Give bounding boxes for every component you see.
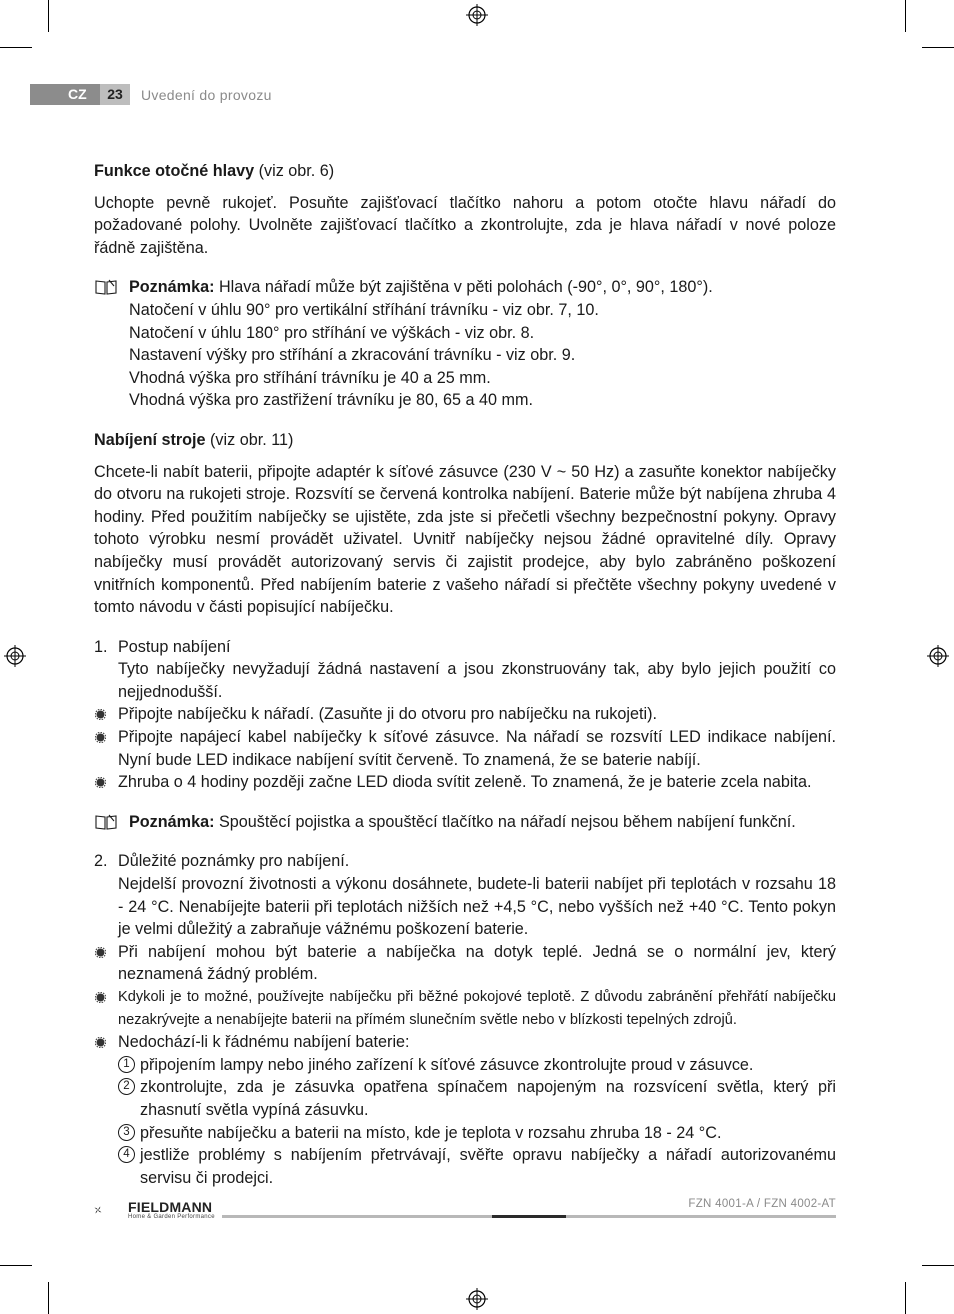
page-number: 23 xyxy=(100,84,130,105)
bullet-item: Zhruba o 4 hodiny později začne LED dioda svítit zeleně. To znamená, že je baterie zcela nabita. xyxy=(94,771,836,794)
heading-text: Funkce otočné hlavy xyxy=(94,162,255,180)
registration-mark-icon xyxy=(927,645,949,667)
bullet-item: Připojte nabíječku k nářadí. (Zasuňte ji do otvoru pro nabíječku na rukojeti). xyxy=(94,703,836,726)
circled-number: 4 xyxy=(118,1146,135,1163)
figure-reference: (viz obr. 11) xyxy=(205,430,294,449)
crop-mark xyxy=(0,1265,32,1266)
heading-charging xyxy=(94,429,836,452)
gear-bullet-icon xyxy=(95,1037,106,1048)
note-block xyxy=(94,811,836,834)
step-item: 4 jestliže problémy s nabíjením přetrvávají, svěřte opravu nabíječky a nářadí autorizovanému servisu či prodejci. xyxy=(94,1144,836,1189)
brand-name: FIELDMANN xyxy=(128,1199,213,1215)
note-text: Spouštěcí pojistka a spouštěcí tlačítko na nářadí nejsou během nabíjení funkční. xyxy=(214,812,796,831)
numbered-item xyxy=(94,636,836,704)
bullet-item: Při nabíjení mohou být baterie a nabíječka na dotyk teplé. Jedná se o normální jev, který neznamená žádný problém. xyxy=(94,941,836,986)
bullet-item: Nedochází-li k řádnému nabíjení baterie: xyxy=(94,1031,836,1054)
crop-mark xyxy=(905,1282,906,1314)
registration-mark-icon xyxy=(466,4,488,26)
crop-mark xyxy=(48,1282,49,1314)
step-item: 2 zkontrolujte, zda je zásuvka opatřena spínačem napojeným na rozsvícení světla, který při zhasnutí světla vypíná zásuvku. xyxy=(94,1076,836,1121)
crop-mark xyxy=(0,47,32,48)
main-content xyxy=(94,160,836,1189)
note-label: Poznámka: xyxy=(129,278,215,297)
circled-number: 2 xyxy=(118,1078,135,1095)
circled-number: 1 xyxy=(118,1056,135,1073)
crop-mark xyxy=(922,1265,954,1266)
gear-bullet-icon xyxy=(95,709,106,720)
footer-rule-accent xyxy=(492,1215,566,1218)
item-number: 2. xyxy=(94,852,108,871)
figure-reference: (viz obr. 6) xyxy=(254,162,335,180)
note-line: Natočení v úhlu 90° pro vertikální stříhání trávníku - viz obr. 7, 10. xyxy=(129,300,599,319)
item-title: Postup nabíjení xyxy=(118,637,231,656)
note-block xyxy=(94,276,836,412)
gear-bullet-icon xyxy=(95,732,106,743)
note-line: Vhodná výška pro stříhání trávníku je 40 a 25 mm. xyxy=(129,368,491,387)
language-code: CZ xyxy=(68,86,87,102)
bullet-item: Připojte napájecí kabel nabíječky k síťové zásuvce. Na nářadí se rozsvítí LED indikace nabíjení. Nyní bude LED indikace nabíjení svítit červeně. To znamená, že se baterie nabíjí. xyxy=(94,726,836,771)
step-item: 1 připojením lampy nebo jiného zařízení k síťové zásuvce zkontrolujte proud v zásuvce. xyxy=(94,1054,836,1077)
gear-bullet-icon xyxy=(95,992,106,1003)
note-line: Nastavení výšky pro stříhání a zkracování trávníku - viz obr. 9. xyxy=(129,346,576,365)
registration-mark-icon xyxy=(4,645,26,667)
note-line: Natočení v úhlu 180° pro stříhání ve výškách - viz obr. 8. xyxy=(129,323,535,342)
paragraph: Chcete-li nabít baterii, připojte adaptér k síťové zásuvce (230 V ~ 50 Hz) a zasuňte konektor nabíječky do otvoru na rukojeti stroje. Rozsvítí se červená kontrolka nabíjení. Baterie může být nabíjena zhruba 4 hodiny. Před použitím nabíječky se ujistěte, zda jste si přečetli všechny bezpečnostní pokyny. Opravy tohoto výrobku nesmí provádět uživatel. Uvnitř nabíječky nejsou žádné opravitelné díly. Opravy nabíječky musí provádět autorizovaný servis či zajistit prodejce, aby bylo zabráněno poškození vnitřních komponentů. Před nabíjením baterie z vašeho nářadí si přečtěte všechny pokyny uvedené v tomto návodu v části popisující nabíječku. xyxy=(94,462,836,617)
model-number: FZN 4001-A / FZN 4002-AT xyxy=(688,1198,836,1210)
item-body: Nejdelší provozní životnosti a výkonu dosáhnete, budete-li baterii nabíjet při teplotách v rozsahu 18 - 24 °C. Nenabíjejte baterii při teplotách nižších než +4,5 °C, nebo vyšších než +40 °C. Tento pokyn je velmi důležitý a zabraňuje vážnému poškození baterie. xyxy=(118,875,836,939)
note-label: Poznámka: xyxy=(129,812,215,831)
crop-mark xyxy=(922,47,954,48)
section-title: Uvedení do provozu xyxy=(141,87,272,103)
gear-bullet-icon xyxy=(95,947,106,958)
note-line: Vhodná výška pro zastřižení trávníku je 80, 65 a 40 mm. xyxy=(129,391,533,410)
step-item: 3 přesuňte nabíječku a baterii na místo, kde je teplota v rozsahu zhruba 18 - 24 °C. xyxy=(94,1122,836,1145)
gear-bullet-icon xyxy=(95,777,106,788)
item-number: 1. xyxy=(94,637,108,656)
brand-tagline: Home & Garden Performance xyxy=(128,1214,215,1220)
paragraph: Uchopte pevně rukojeť. Posuňte zajišťovací tlačítko nahoru a potom otočte hlavu nářadí do požadované polohy. Uvolněte zajišťovací tlačítko a zkontrolujte, zda je hlava nářadí v nové poloze řádně zajištěna. xyxy=(94,193,836,257)
note-text: Hlava nářadí může být zajištěna v pěti polohách (-90°, 0°, 90°, 180°). xyxy=(214,278,713,297)
fieldmann-logo-icon xyxy=(94,1195,126,1225)
crop-mark xyxy=(905,0,906,32)
book-note-icon xyxy=(95,279,117,295)
numbered-item xyxy=(94,850,836,940)
heading-rotating-head xyxy=(94,160,836,183)
crop-mark xyxy=(48,0,49,32)
registration-mark-icon xyxy=(466,1288,488,1310)
circled-number: 3 xyxy=(118,1124,135,1141)
heading-text: Nabíjení stroje xyxy=(94,430,206,449)
item-body: Tyto nabíječky nevyžadují žádná nastavení a jsou zkonstruovány tak, aby bylo jejich použití co nejjednodušší. xyxy=(118,660,836,701)
book-note-icon xyxy=(95,814,117,830)
bullet-item: Kdykoli je to možné, používejte nabíječku při běžné pokojové teplotě. Z důvodu zabránění přehřátí nabíječku nezakrývejte a nenabíjejte baterii na přímém slunečním světle nebo v blízkosti tepelných zdrojů. xyxy=(94,986,836,1031)
item-title: Důležité poznámky pro nabíjení. xyxy=(118,852,350,871)
